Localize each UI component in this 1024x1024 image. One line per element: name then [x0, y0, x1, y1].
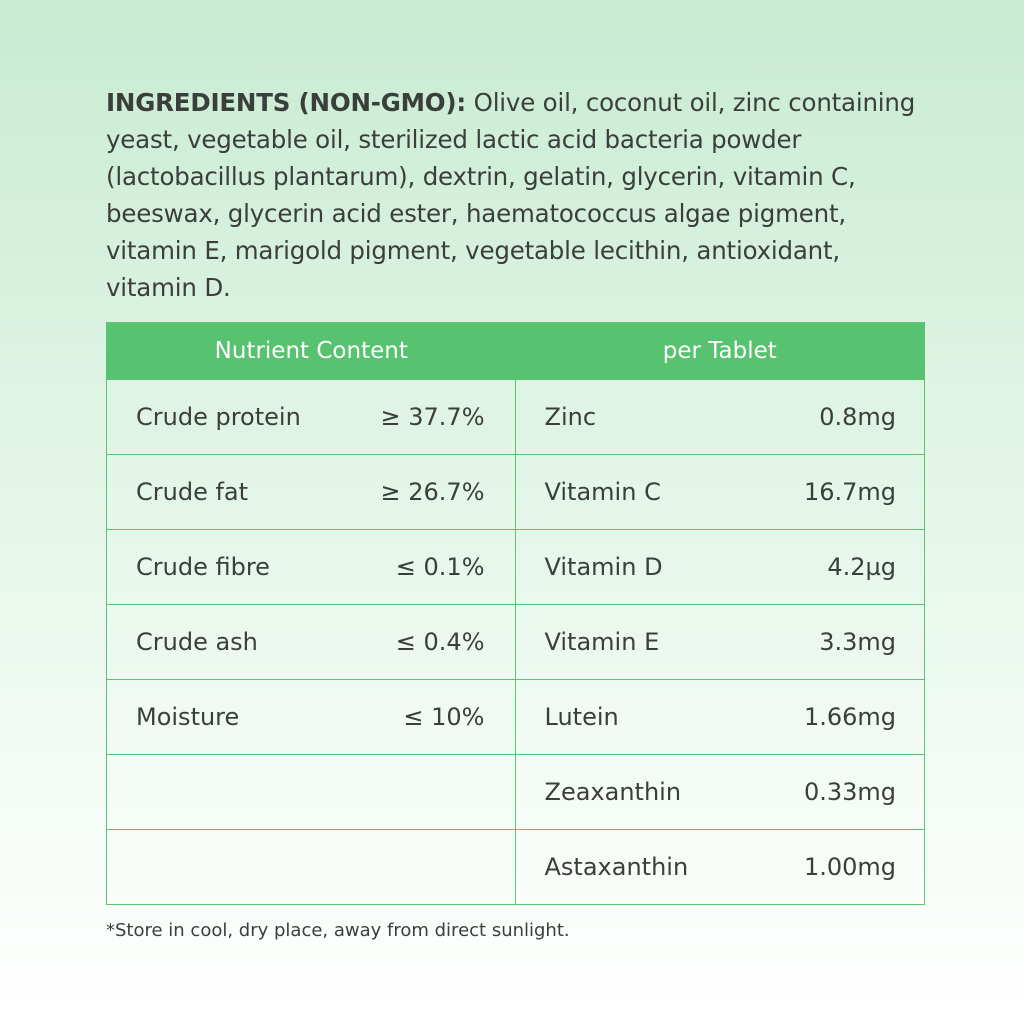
tablet-nutrient-value: 0.8mg: [819, 403, 896, 431]
header-per-tablet: per Tablet: [662, 338, 777, 364]
tablet-nutrient-name: Astaxanthin: [544, 853, 689, 881]
nutrient-name: Crude protein: [136, 403, 301, 431]
tablet-cell: [516, 680, 925, 754]
tablet-nutrient-value: 1.00mg: [803, 853, 896, 881]
tablet-nutrient-value: 3.3mg: [819, 628, 896, 656]
ingredients-label: INGREDIENTS (NON-GMO):: [106, 88, 467, 117]
storage-note: *Store in cool, dry place, away from direct sunlight.: [106, 920, 570, 941]
table-row: [107, 754, 924, 829]
table-row: [107, 679, 924, 754]
tablet-nutrient-name: Vitamin E: [544, 628, 660, 656]
tablet-cell: [516, 530, 925, 604]
nutrient-cell: [107, 380, 516, 454]
tablet-nutrient-value: 16.7mg: [803, 478, 896, 506]
tablet-nutrient-name: Vitamin D: [544, 553, 663, 581]
nutrient-value: ≤ 0.1%: [395, 553, 485, 581]
nutrient-value: ≥ 26.7%: [380, 478, 485, 506]
nutrient-name: Crude fibre: [136, 553, 270, 581]
tablet-cell: [516, 455, 925, 529]
table-row: [107, 454, 924, 529]
nutrient-value: ≥ 37.7%: [380, 403, 485, 431]
nutrient-cell-empty: [107, 755, 516, 829]
nutrient-table: [106, 322, 925, 905]
nutrient-value: ≤ 0.4%: [395, 628, 485, 656]
ingredients-paragraph: [106, 84, 936, 306]
table-header: [107, 323, 924, 379]
table-row: [107, 529, 924, 604]
nutrient-cell: [107, 605, 516, 679]
tablet-nutrient-value: 0.33mg: [803, 778, 896, 806]
table-row: [107, 829, 924, 904]
tablet-nutrient-name: Zinc: [544, 403, 597, 431]
table-row: [107, 604, 924, 679]
tablet-nutrient-name: Lutein: [544, 703, 619, 731]
tablet-nutrient-value: 4.2µg: [827, 553, 896, 581]
nutrient-cell: [107, 530, 516, 604]
nutrient-cell: [107, 455, 516, 529]
nutrient-name: Moisture: [136, 703, 240, 731]
tablet-cell: [516, 830, 925, 904]
tablet-cell: [516, 380, 925, 454]
tablet-cell: [516, 605, 925, 679]
tablet-nutrient-name: Zeaxanthin: [544, 778, 682, 806]
nutrient-name: Crude fat: [136, 478, 249, 506]
tablet-nutrient-name: Vitamin C: [544, 478, 661, 506]
table-row: [107, 379, 924, 454]
nutrient-value: ≤ 10%: [403, 703, 485, 731]
nutrient-name: Crude ash: [136, 628, 258, 656]
tablet-cell: [516, 755, 925, 829]
nutrient-cell: [107, 680, 516, 754]
header-nutrient-content: Nutrient Content: [214, 338, 408, 364]
tablet-nutrient-value: 1.66mg: [803, 703, 896, 731]
ingredients-text: Olive oil, coconut oil, zinc containing yeast, vegetable oil, sterilized lactic acid bacteria powder (lactobacillus plantarum), dextrin, gelatin, glycerin, vitamin C, beeswax, glycerin acid ester, haematococcus algae pigment, vitamin E, marigold pigment, vegetable lecithin, antioxidant, vitamin D.: [106, 88, 916, 302]
nutrient-cell-empty: [107, 830, 516, 904]
